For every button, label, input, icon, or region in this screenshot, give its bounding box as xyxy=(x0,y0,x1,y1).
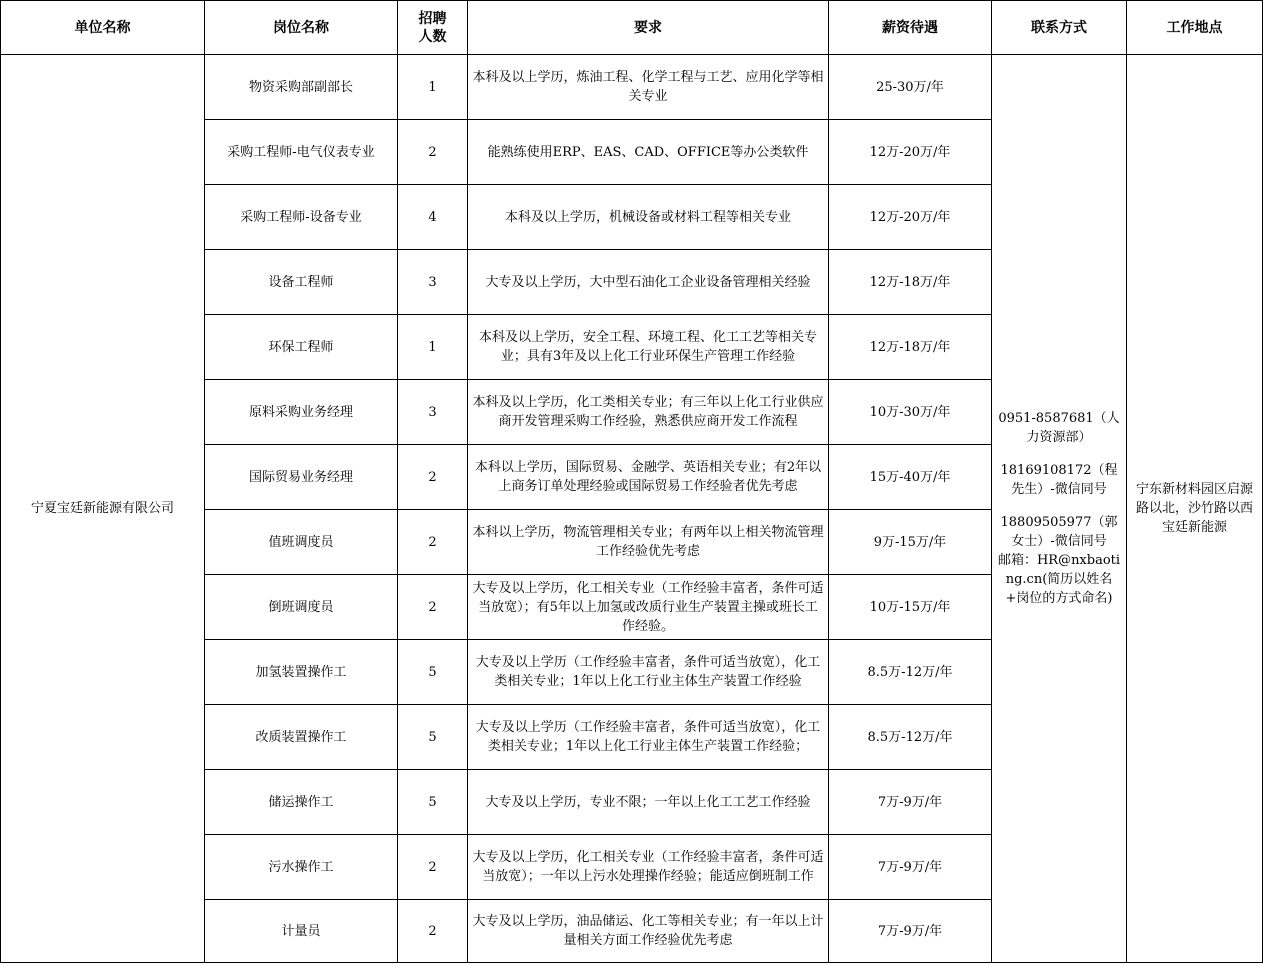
header-salary: 薪资待遇 xyxy=(829,1,992,55)
job-position: 加氢装置操作工 xyxy=(205,640,398,705)
contact-email: 邮箱：HR@nxbaoting.cn(简历以姓名+岗位的方式命名) xyxy=(997,553,1121,606)
job-position: 采购工程师-设备专业 xyxy=(205,185,398,250)
job-salary: 7万-9万/年 xyxy=(829,835,992,900)
header-count-line1: 招聘 xyxy=(418,10,447,27)
job-requirements: 本科及以上学历，化工类相关专业；有三年以上化工行业供应商开发管理采购工作经验，熟悉供应商开发工作流程 xyxy=(468,380,829,445)
company-name: 宁夏宝廷新能源有限公司 xyxy=(1,55,205,963)
job-position: 储运操作工 xyxy=(205,770,398,835)
header-requirements: 要求 xyxy=(468,1,829,55)
job-requirements: 能熟练使用ERP、EAS、CAD、OFFICE等办公类软件 xyxy=(468,120,829,185)
job-position: 原料采购业务经理 xyxy=(205,380,398,445)
job-count: 1 xyxy=(398,55,468,120)
job-salary: 15万-40万/年 xyxy=(829,445,992,510)
job-position: 计量员 xyxy=(205,900,398,963)
job-salary: 12万-18万/年 xyxy=(829,315,992,380)
header-company: 单位名称 xyxy=(1,1,205,55)
job-position: 改质装置操作工 xyxy=(205,705,398,770)
job-salary: 12万-20万/年 xyxy=(829,185,992,250)
job-requirements: 本科及以上学历，炼油工程、化学工程与工艺、应用化学等相关专业 xyxy=(468,55,829,120)
job-position: 值班调度员 xyxy=(205,510,398,575)
job-count: 2 xyxy=(398,510,468,575)
job-salary: 12万-18万/年 xyxy=(829,250,992,315)
job-requirements: 大专及以上学历（工作经验丰富者，条件可适当放宽），化工类相关专业；1年以上化工行业主体生产装置工作经验 xyxy=(468,640,829,705)
job-count: 2 xyxy=(398,445,468,510)
job-salary: 12万-20万/年 xyxy=(829,120,992,185)
job-count: 5 xyxy=(398,640,468,705)
job-position: 国际贸易业务经理 xyxy=(205,445,398,510)
contact-ms-guo: 18809505977（郭女士）-微信同号 xyxy=(1000,515,1118,549)
job-requirements: 本科以上学历，物流管理相关专业；有两年以上相关物流管理工作经验优先考虑 xyxy=(468,510,829,575)
job-position: 采购工程师-电气仪表专业 xyxy=(205,120,398,185)
job-count: 5 xyxy=(398,705,468,770)
header-contact: 联系方式 xyxy=(992,1,1127,55)
job-requirements: 大专及以上学历，化工相关专业（工作经验丰富者，条件可适当放宽）；有5年以上加氢或改质行业生产装置主操或班长工作经验。 xyxy=(468,575,829,640)
job-requirements: 大专及以上学历（工作经验丰富者，条件可适当放宽），化工类相关专业；1年以上化工行业主体生产装置工作经验； xyxy=(468,705,829,770)
job-requirements: 本科及以上学历，机械设备或材料工程等相关专业 xyxy=(468,185,829,250)
job-salary: 10万-15万/年 xyxy=(829,575,992,640)
job-position: 倒班调度员 xyxy=(205,575,398,640)
header-count xyxy=(398,1,468,55)
job-count: 2 xyxy=(398,575,468,640)
work-location: 宁东新材料园区启源路以北，沙竹路以西宝廷新能源 xyxy=(1127,55,1263,963)
job-count: 5 xyxy=(398,770,468,835)
job-count: 1 xyxy=(398,315,468,380)
job-requirements: 大专及以上学历，大中型石油化工企业设备管理相关经验 xyxy=(468,250,829,315)
job-requirements: 大专及以上学历，油品储运、化工等相关专业；有一年以上计量相关方面工作经验优先考虑 xyxy=(468,900,829,963)
table-row xyxy=(1,55,1263,120)
job-position: 环保工程师 xyxy=(205,315,398,380)
job-requirements: 本科以上学历，国际贸易、金融学、英语相关专业；有2年以上商务订单处理经验或国际贸易工作经验者优先考虑 xyxy=(468,445,829,510)
job-salary: 9万-15万/年 xyxy=(829,510,992,575)
header-position: 岗位名称 xyxy=(205,1,398,55)
job-count: 2 xyxy=(398,900,468,963)
header-count-line2: 人数 xyxy=(418,28,447,45)
job-position: 设备工程师 xyxy=(205,250,398,315)
job-salary: 25-30万/年 xyxy=(829,55,992,120)
job-count: 4 xyxy=(398,185,468,250)
job-position: 物资采购部副部长 xyxy=(205,55,398,120)
job-count: 2 xyxy=(398,120,468,185)
job-requirements: 大专及以上学历，专业不限；一年以上化工工艺工作经验 xyxy=(468,770,829,835)
job-salary: 7万-9万/年 xyxy=(829,770,992,835)
contact-mr-cheng: 18169108172（程先生）-微信同号 xyxy=(1000,463,1118,497)
job-salary: 10万-30万/年 xyxy=(829,380,992,445)
job-requirements: 本科及以上学历，安全工程、环境工程、化工工艺等相关专业；具有3年及以上化工行业环保生产管理工作经验 xyxy=(468,315,829,380)
header-row xyxy=(1,1,1263,55)
contact-info xyxy=(992,55,1127,963)
job-position: 污水操作工 xyxy=(205,835,398,900)
job-salary: 8.5万-12万/年 xyxy=(829,640,992,705)
header-location: 工作地点 xyxy=(1127,1,1263,55)
job-count: 3 xyxy=(398,250,468,315)
job-count: 2 xyxy=(398,835,468,900)
job-count: 3 xyxy=(398,380,468,445)
job-requirements: 大专及以上学历，化工相关专业（工作经验丰富者，条件可适当放宽）；一年以上污水处理操作经验；能适应倒班制工作 xyxy=(468,835,829,900)
contact-hr-phone: 0951-8587681（人力资源部） xyxy=(998,411,1120,445)
job-salary: 8.5万-12万/年 xyxy=(829,705,992,770)
job-salary: 7万-9万/年 xyxy=(829,900,992,963)
